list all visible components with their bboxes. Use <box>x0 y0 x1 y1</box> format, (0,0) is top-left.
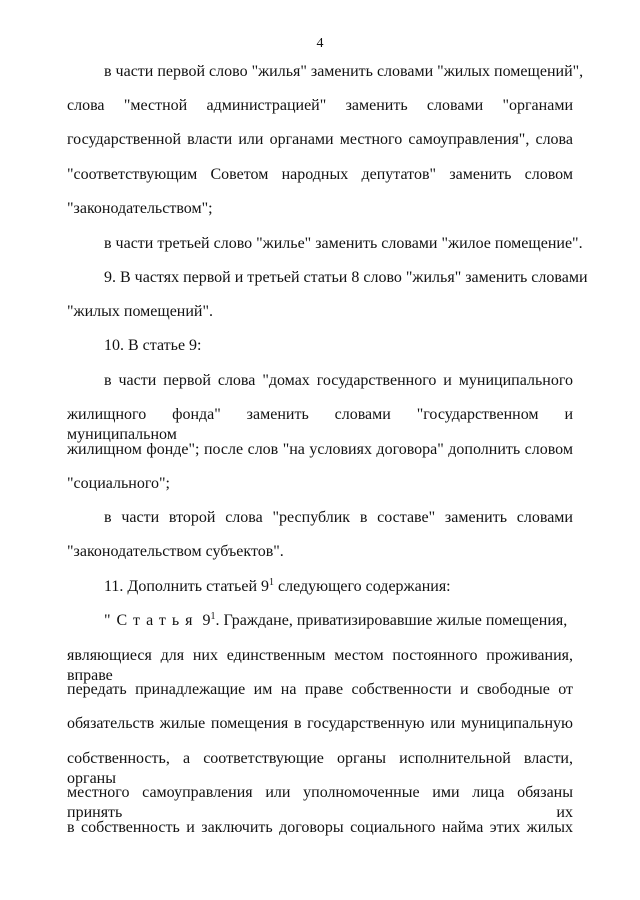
text-line <box>104 611 573 631</box>
page-number: 4 <box>316 36 324 51</box>
text-line: жилищного фонда" заменить словами "государственном и муниципальном <box>67 406 573 443</box>
superscript: 1 <box>269 577 274 588</box>
text-fragment: 11. Дополнить статьей 9 <box>104 578 269 595</box>
text-line: в части третьей слово "жилье" заменить словами "жилое помещение". <box>104 235 583 252</box>
text-line: 9. В частях первой и третьей статьи 8 слово "жилья" заменить словами <box>104 269 588 286</box>
text-line: жилищном фонде"; после слов "на условиях договора" дополнить словом <box>67 441 573 458</box>
text-line: 10. В статье 9: <box>104 337 202 354</box>
superscript: 1 <box>210 611 216 622</box>
text-line: в части первой слова "домах государственного и муниципального <box>104 372 573 389</box>
text-line: являющиеся для них единственным местом постоянного проживания, вправе <box>67 647 573 684</box>
text-line <box>104 577 573 597</box>
text-fragment: следующего содержания: <box>274 578 451 595</box>
text-fragment: . Граждане, приватизировавшие жилые помещения, <box>215 612 568 629</box>
text-line: в части второй слова "республик в составе" заменить словами <box>104 509 573 526</box>
text-line: "соответствующим Советом народных депутатов" заменить словом <box>67 166 573 183</box>
text-line: передать принадлежащие им на праве собственности и свободные от <box>67 681 573 698</box>
text-line: собственность, а соответствующие органы исполнительной власти, органы <box>67 750 573 787</box>
text-line: "законодательством"; <box>67 200 213 217</box>
text-fragment: 9 <box>198 612 211 629</box>
text-line: в собственность и заключить договоры социального найма этих жилых <box>67 819 573 836</box>
text-line: местного самоуправления или уполномоченные ими лица обязаны принять их <box>67 784 573 821</box>
text-line: государственной власти или органами местного самоуправления", слова <box>67 131 573 148</box>
text-line: "социального"; <box>67 475 170 492</box>
text-line: "законодательством субъектов". <box>67 543 284 560</box>
text-line: "жилых помещений". <box>67 303 214 320</box>
article-heading: "Статья <box>104 612 199 629</box>
text-line: в части первой слово "жилья" заменить словами "жилых помещений", <box>104 63 584 80</box>
text-line: слова "местной администрацией" заменить словами "органами <box>67 97 573 114</box>
text-line: обязательств жилые помещения в государственную или муниципальную <box>67 715 573 732</box>
